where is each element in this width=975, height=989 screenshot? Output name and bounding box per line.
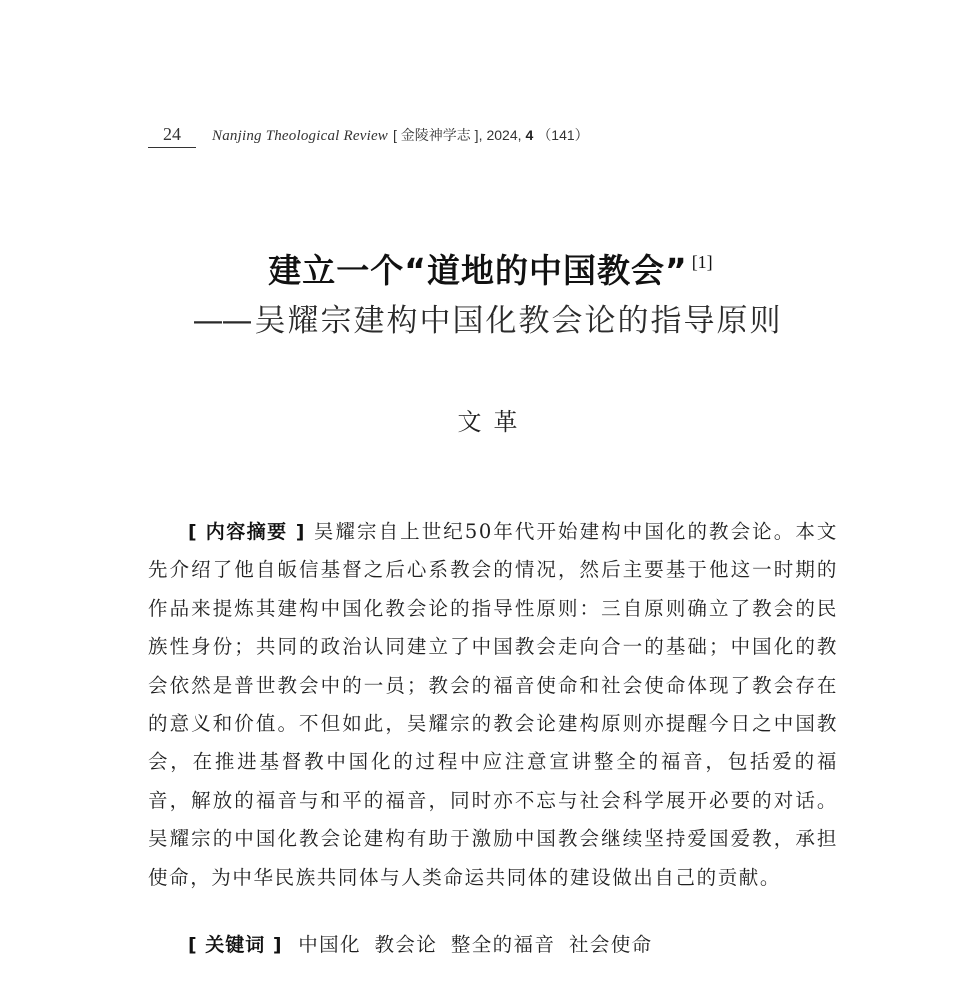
keyword-item: 整全的福音: [450, 933, 556, 956]
running-header: [148, 124, 589, 148]
keyword-item: 教会论: [374, 933, 438, 956]
article-subtitle-block: [0, 300, 975, 342]
article-subtitle: 吴耀宗建构中国化教会论的指导原则: [254, 303, 783, 339]
abstract-label: [ 内容摘要 ]: [188, 521, 306, 543]
journal-year: 2024,: [486, 127, 522, 143]
abstract-text: 吴耀宗自上世纪50年代开始建构中国化的教会论。本文先介绍了他自皈信基督之后心系教会的情况，然后主要基于他这一时期的作品来提炼其建构中国化教会论的指导性原则：三自原则确立了教会的民族性身份；共同的政治认同建立了中国教会走向合一的基础；中国化的教会依然是普世教会中的一员；教会的福音使命和社会使命体现了教会存在的意义和价值。不但如此，吴耀宗的教会论建构原则亦提醒今日之中国教会，在推进基督教中国化的过程中应注意宣讲整全的福音，包括爱的福音，解放的福音与和平的福音，同时亦不忘与社会科学展开必要的对话。吴耀宗的中国化教会论建构有助于激励中国教会继续坚持爱国爱教，承担使命，为中华民族共同体与人类命运共同体的建设做出自己的贡献。: [148, 520, 838, 889]
keywords-label: [ 关键词 ]: [188, 934, 283, 956]
article-title: 建立一个“道地的中国教会”: [268, 251, 688, 290]
keywords-line: [188, 929, 838, 961]
article-title-block: [0, 240, 975, 293]
footnote-ref[interactable]: [1]: [691, 252, 713, 272]
keyword-item: 社会使命: [568, 933, 653, 956]
journal-name-chinese: [ 金陵神学志 ],: [393, 127, 483, 143]
subtitle-dash: ——: [192, 303, 251, 339]
keyword-item: 中国化: [298, 933, 361, 956]
abstract-paragraph: [148, 513, 838, 897]
journal-issue: 4: [525, 127, 534, 143]
page-number: 24: [148, 124, 196, 148]
journal-name-english: Nanjing Theological Review: [212, 128, 389, 144]
journal-total-issue: （141）: [537, 127, 589, 143]
author-name: 文革: [457, 408, 530, 436]
